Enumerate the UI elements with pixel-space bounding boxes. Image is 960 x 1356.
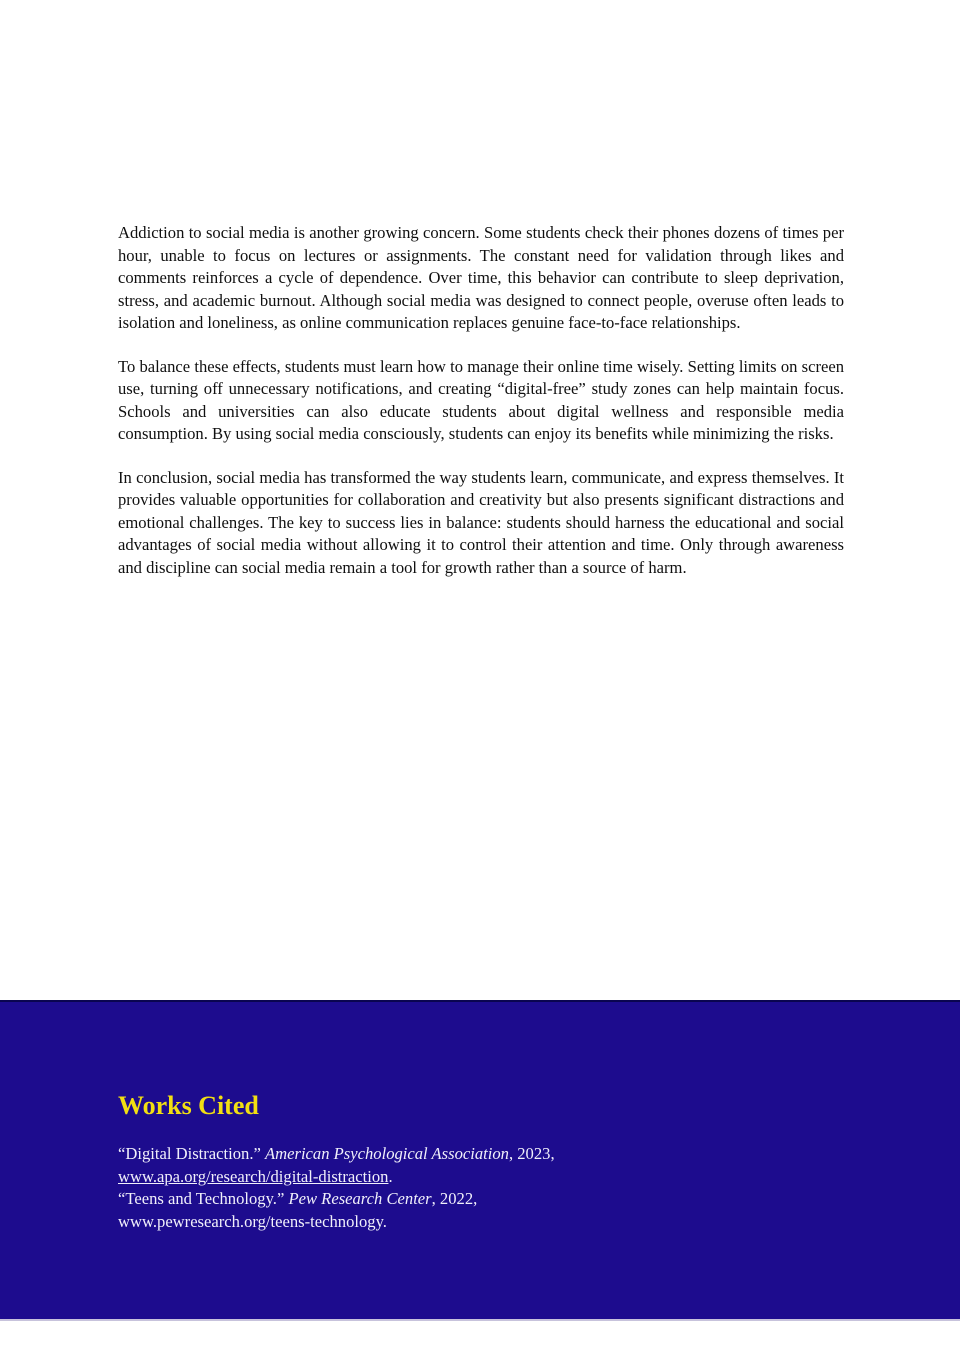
- works-cited-heading: Works Cited: [118, 1091, 259, 1120]
- works-cited-section: [0, 1000, 960, 1321]
- citation-apa-url-link[interactable]: www.apa.org/research/digital-distraction: [118, 1166, 389, 1186]
- paragraph-addiction: Addiction to social media is another growing concern. Some students check their phones dozens of times per hour, unable to focus on lectures or assignments. The constant need for validation through likes and comments reinforces a cycle of dependence. Over time, this behavior can contribute to sleep deprivation, stress, and academic burnout. Although social media was designed to connect people, overuse often leads to isolation and loneliness, as online communication replaces genuine face-to-face relationships.: [118, 223, 844, 332]
- citation-pew-year: , 2022,: [431, 1189, 478, 1208]
- citation-apa-year: , 2023,: [508, 1144, 555, 1163]
- citation-pew-url[interactable]: www.pewresearch.org/teens-technology.: [118, 1211, 387, 1231]
- citation-list: [118, 1143, 844, 1233]
- paragraph-balance: To balance these effects, students must learn how to manage their online time wisely. Setting limits on screen use, turning off unnecessary notifications, and creating “digital-free” study zones can help maintain focus. Schools and universities can also educate students about digital wellness and responsible media consumption. By using social media consciously, students can enjoy its benefits while minimizing the risks.: [118, 356, 844, 443]
- paragraph-conclusion: In conclusion, social media has transformed the way students learn, communicate, and express themselves. It provides valuable opportunities for collaboration and creativity but also presents significant distractions and emotional challenges. The key to success lies in balance: students should harness the educational and social advantages of social media without allowing it to control their attention and time. Only through awareness and discipline can social media remain a tool for growth rather than a source of harm.: [118, 467, 844, 577]
- citation-apa-source: American Psychological Association: [265, 1144, 509, 1163]
- citation-apa-url-suffix: .: [388, 1166, 393, 1186]
- citation-apa: [118, 1143, 844, 1188]
- essay-body: [118, 222, 844, 600]
- citation-pew-title: “Teens and Technology.”: [118, 1189, 289, 1208]
- citation-apa-title: “Digital Distraction.”: [118, 1144, 265, 1163]
- citation-pew-source: Pew Research Center: [288, 1189, 432, 1208]
- citation-pew: [118, 1188, 844, 1233]
